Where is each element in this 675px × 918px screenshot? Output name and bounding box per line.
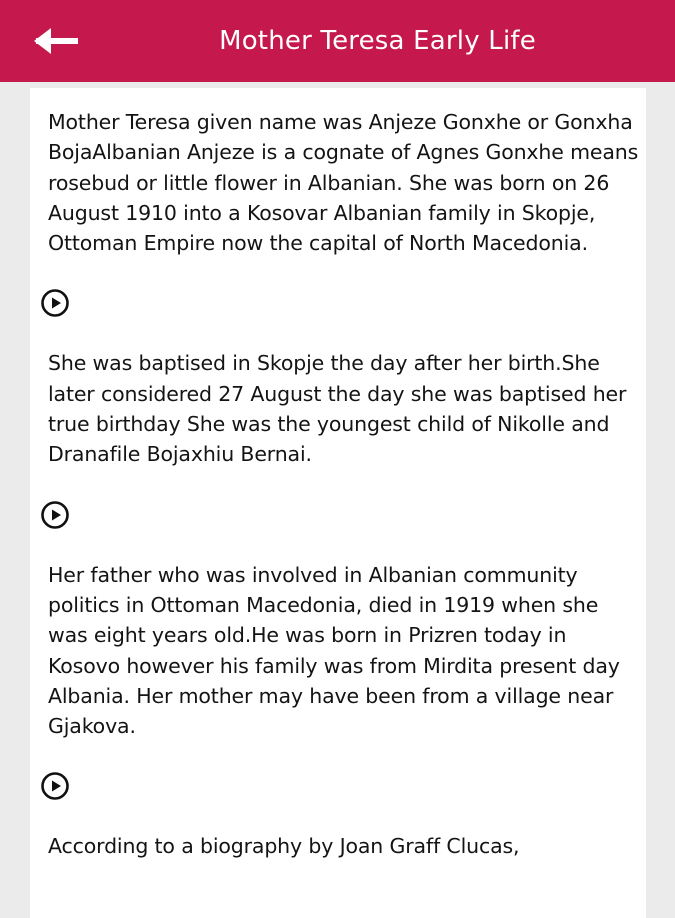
play-circle-icon [40, 500, 70, 530]
play-button-2[interactable] [38, 498, 72, 532]
page-title: Mother Teresa Early Life [219, 26, 536, 56]
app-bar [0, 0, 675, 82]
paragraph-3: Her father who was involved in Albanian community politics in Ottoman Macedonia, died in 1919 when she was eight years old.He was born in Prizren today in Kosovo however his family was from Mirdita present day Albania. Her mother may have been from a village near Gjakova. [48, 562, 620, 739]
play-button-3[interactable] [38, 769, 72, 803]
play-circle-icon [40, 771, 70, 801]
content-card [30, 88, 646, 918]
paragraph-4: According to a biography by Joan Graff Clucas, [48, 834, 520, 859]
paragraph-2: She was baptised in Skopje the day after her birth.She later considered 27 August the day she was baptised her true birthday She was the youngest child of Nikolle and Dranafile Bojaxhiu Bernai. [48, 351, 627, 467]
paragraph-1: Mother Teresa given name was Anjeze Gonxhe or Gonxha BojaAlbanian Anjeze is a cognate of Agnes Gonxhe means rosebud or little flower in Albanian. She was born on 26 August 1910 into a Kosovar Albanian family in Skopje, Ottoman Empire now the capital of North Macedonia. [48, 110, 639, 256]
arrow-left-icon [32, 26, 80, 56]
play-button-1[interactable] [38, 286, 72, 320]
back-button[interactable] [24, 18, 88, 64]
play-circle-icon [40, 288, 70, 318]
